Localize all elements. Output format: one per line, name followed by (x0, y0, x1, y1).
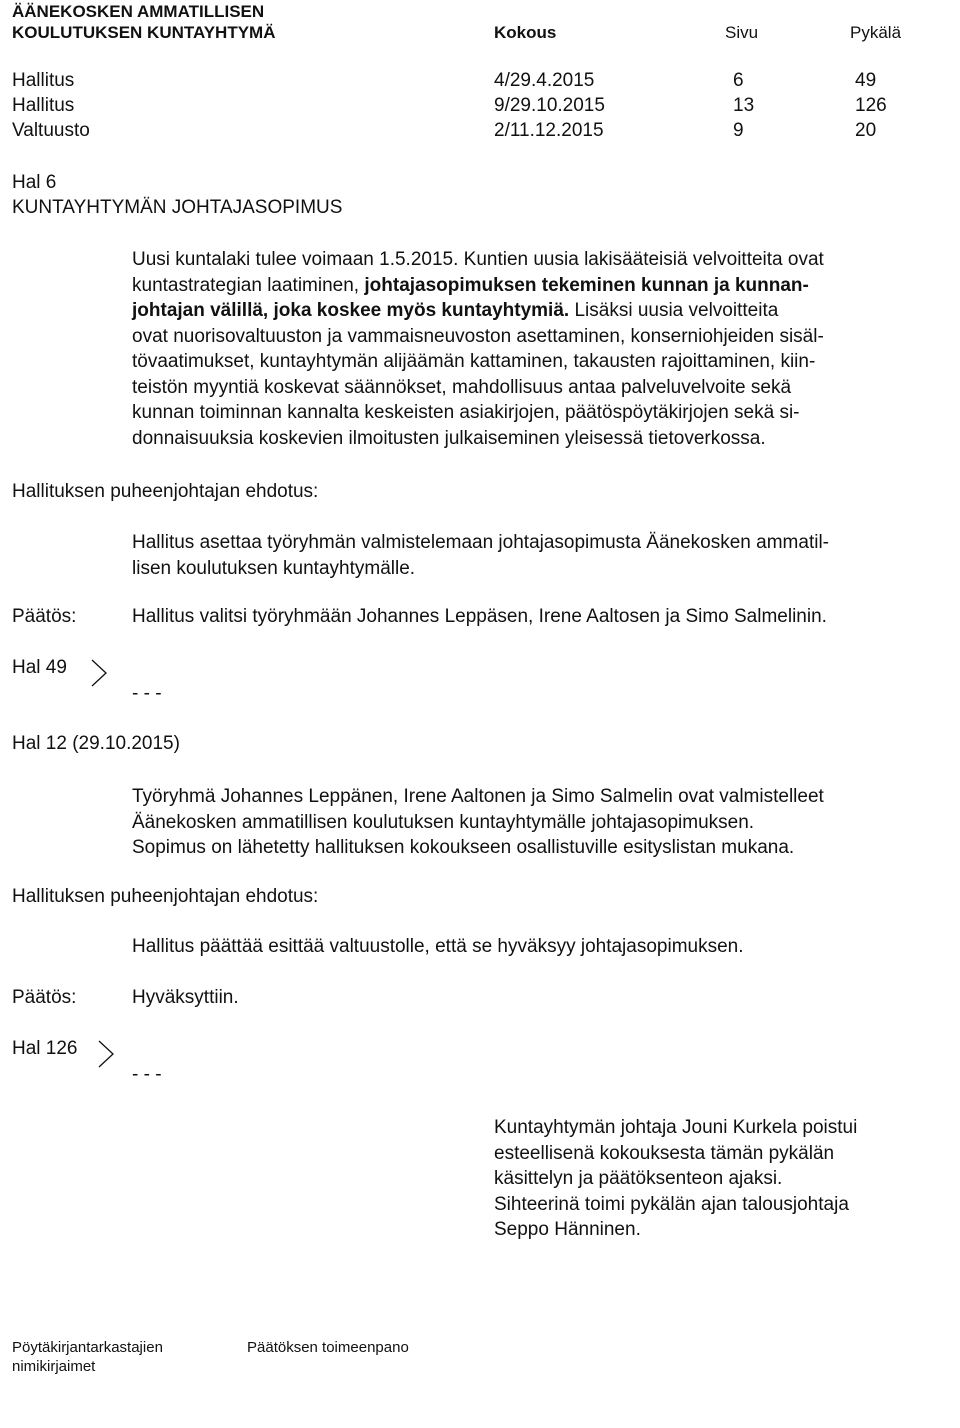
note-line: Kuntayhtymän johtaja Jouni Kurkela poistui (494, 1117, 858, 1138)
note-line: Seppo Hänninen. (494, 1219, 641, 1240)
decision-text: Hyväksyttiin. (132, 987, 239, 1008)
intro-text: kuntastrategian laatiminen, (132, 274, 365, 296)
decision-label: Päätös: (12, 987, 77, 1008)
footer-execution-label: Päätöksen toimeenpano (247, 1339, 409, 1356)
decision-text: Hallitus valitsi työryhmään Johannes Leppäsen, Irene Aaltosen ja Simo Salmelinin. (132, 606, 827, 627)
workgroup-paragraph (132, 784, 824, 861)
bracket-mark (97, 1039, 115, 1069)
meeting-date: 9/29.10.2015 (494, 95, 605, 116)
column-header-pykala: Pykälä (850, 23, 902, 42)
meeting-date: 2/11.12.2015 (494, 120, 604, 141)
item-title: KUNTAYHTYMÄN JOHTAJASOPIMUS (12, 197, 343, 218)
hal126-label: Hal 126 (12, 1038, 78, 1059)
meeting-body: Hallitus (12, 70, 75, 91)
decision-label: Päätös: (12, 606, 77, 627)
meeting-page: 9 (733, 120, 744, 141)
hal126-separator: - - - (132, 1064, 162, 1085)
note-line: esteellisenä kokouksesta tämän pykälän (494, 1142, 835, 1164)
organization-name-line1: ÄÄNEKOSKEN AMMATILLISEN (12, 2, 265, 21)
intro-bold-text: johtajasopimuksen tekeminen kunnan ja kunnan- (364, 274, 809, 296)
meeting-page: 13 (733, 95, 755, 116)
intro-line: ovat nuorisovaltuuston ja vammaisneuvoston asettaminen, konserniohjeiden sisäl- (132, 325, 824, 347)
intro-bold-text: johtajan välillä, joka koskee myös kuntayhtymiä. (132, 300, 570, 321)
meeting-section: 49 (855, 70, 877, 91)
intro-line: donnaisuuksia koskevien ilmoitusten julkaiseminen yleisessä tietoverkossa. (132, 427, 766, 449)
workgroup-line: Sopimus on lähetetty hallituksen kokoukseen osallistuville esityslistan mukana. (132, 837, 795, 858)
intro-line: kunnan toiminnan kannalta keskeisten asiakirjojen, päätöspöytäkirjojen sekä si- (132, 402, 800, 423)
proposal-label: Hallituksen puheenjohtajan ehdotus: (12, 481, 319, 502)
meeting-section: 126 (855, 95, 887, 116)
item-number: Hal 6 (12, 172, 57, 193)
column-header-sivu: Sivu (725, 23, 759, 42)
hal49-separator: - - - (132, 683, 162, 704)
proposal-text (132, 530, 829, 581)
intro-line: tövaatimukset, kuntayhtymän alijäämän kattaminen, takausten rajoittaminen, kiin- (132, 351, 816, 372)
meeting-body: Valtuusto (12, 120, 90, 141)
intro-line (132, 273, 824, 299)
hal49-label: Hal 49 (12, 657, 67, 678)
meeting-page: 6 (733, 70, 744, 91)
workgroup-line: Työryhmä Johannes Leppänen, Irene Aaltonen ja Simo Salmelin ovat valmistelleet (132, 786, 824, 807)
intro-line: teistön myyntiä koskevat säännökset, mahdollisuus antaa palveluvelvoite sekä (132, 376, 792, 398)
intro-paragraph (132, 247, 824, 451)
meeting-section: 20 (855, 120, 877, 141)
proposal-label: Hallituksen puheenjohtajan ehdotus: (12, 886, 319, 907)
proposal-text: Hallitus päättää esittää valtuustolle, että se hyväksyy johtajasopimuksen. (132, 936, 744, 957)
intro-line: Uusi kuntalaki tulee voimaan 1.5.2015. Kuntien uusia lakisääteisiä velvoitteita ovat (132, 249, 824, 270)
column-header-kokous: Kokous (494, 23, 557, 42)
meeting-date: 4/29.4.2015 (494, 70, 595, 91)
proposal-line: lisen koulutuksen kuntayhtymälle. (132, 557, 416, 579)
workgroup-line: Äänekosken ammatillisen koulutuksen kuntayhtymälle johtajasopimuksen. (132, 811, 755, 833)
note-line: käsittelyn ja päätöksenteon ajaksi. (494, 1168, 783, 1189)
footer-signature-label (12, 1338, 163, 1376)
proposal-line: Hallitus asettaa työryhmän valmistelemaan johtajasopimusta Äänekosken ammatil- (132, 532, 829, 553)
bracket-mark (90, 658, 108, 688)
organization-name-line2: KOULUTUKSEN KUNTAYHTYMÄ (12, 23, 276, 42)
note-line: Sihteerinä toimi pykälän ajan talousjohtaja (494, 1193, 849, 1215)
footer-signature-line2: nimikirjaimet (12, 1358, 96, 1375)
hal12-label: Hal 12 (29.10.2015) (12, 733, 180, 754)
meeting-body: Hallitus (12, 95, 75, 116)
intro-text: Lisäksi uusia velvoitteita (569, 300, 779, 321)
intro-line (132, 298, 824, 324)
footer-signature-line1: Pöytäkirjantarkastajien (12, 1339, 163, 1356)
recusal-note (494, 1115, 857, 1243)
